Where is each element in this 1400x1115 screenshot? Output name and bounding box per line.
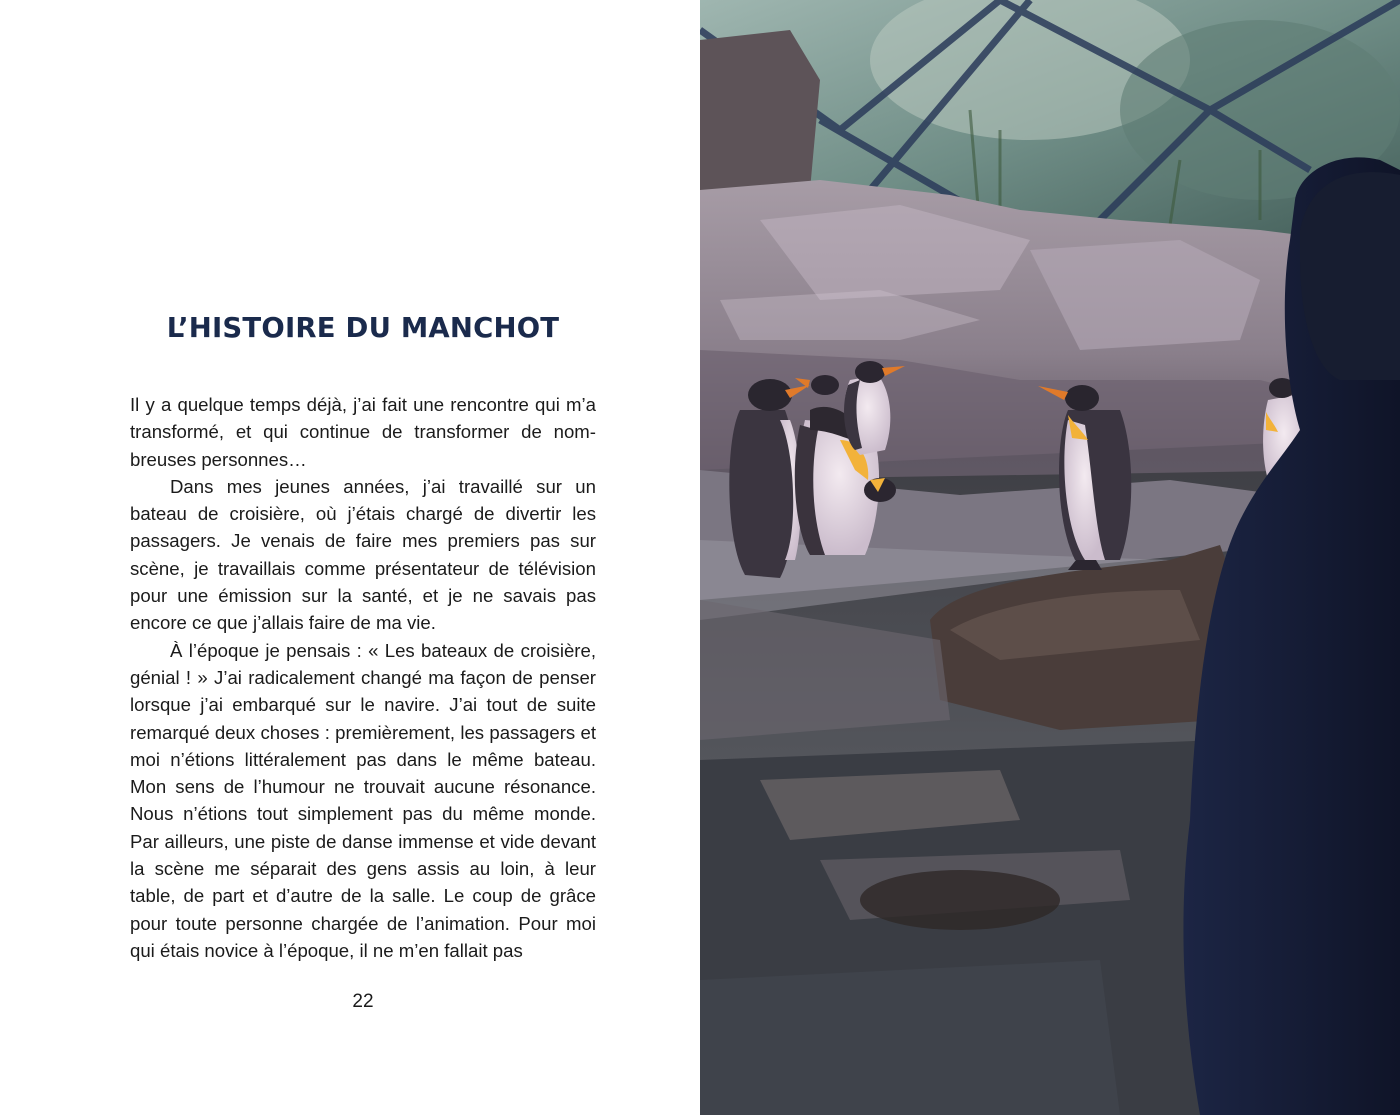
- photo-illustration: [700, 0, 1400, 1115]
- paragraph-1: Il y a quelque temps déjà, j’ai fait une rencontre qui m’a transformé, et qui continue de transformer de nombreuses personnes…: [130, 394, 596, 470]
- penguin-enclosure-photo: [700, 0, 1400, 1115]
- page-number: 22: [352, 991, 374, 1012]
- chapter-title: L’HISTOIRE DU MANCHOT: [166, 312, 560, 344]
- paragraph-2: Dans mes jeunes années, j’ai travaillé sur un bateau de croisière, où j’étais chargé de divertir les passagers. Je venais de faire mes premiers pas sur scène, je travaillais comme présentateur de télévision pour une émission sur la santé, et je ne savais pas encore ce que j’allais faire de ma vie.: [130, 475, 596, 634]
- paragraph-3: À l’époque je pensais : « Les bateaux de croisière, génial ! » J’ai radicalement changé ma façon de penser lorsque j’ai embarqué sur le navire. J’ai tout de suite remarqué deux choses : premièrement, les passagers et moi n’étions littéralement pas dans le même bateau. Mon sens de l’humour ne trouvait aucune résonance. Nous n’étions tout simplement pas du même monde. Par ailleurs, une piste de danse immense et vide devant la scène me séparait des gens assis au loin, à leur table, de part et d’autre de la salle. Le coup de grâce pour toute personne chargée de l’animation. Pour moi qui étais novice à l’époque, il ne m’en fallait pas: [130, 639, 596, 961]
- body-text: [130, 391, 596, 964]
